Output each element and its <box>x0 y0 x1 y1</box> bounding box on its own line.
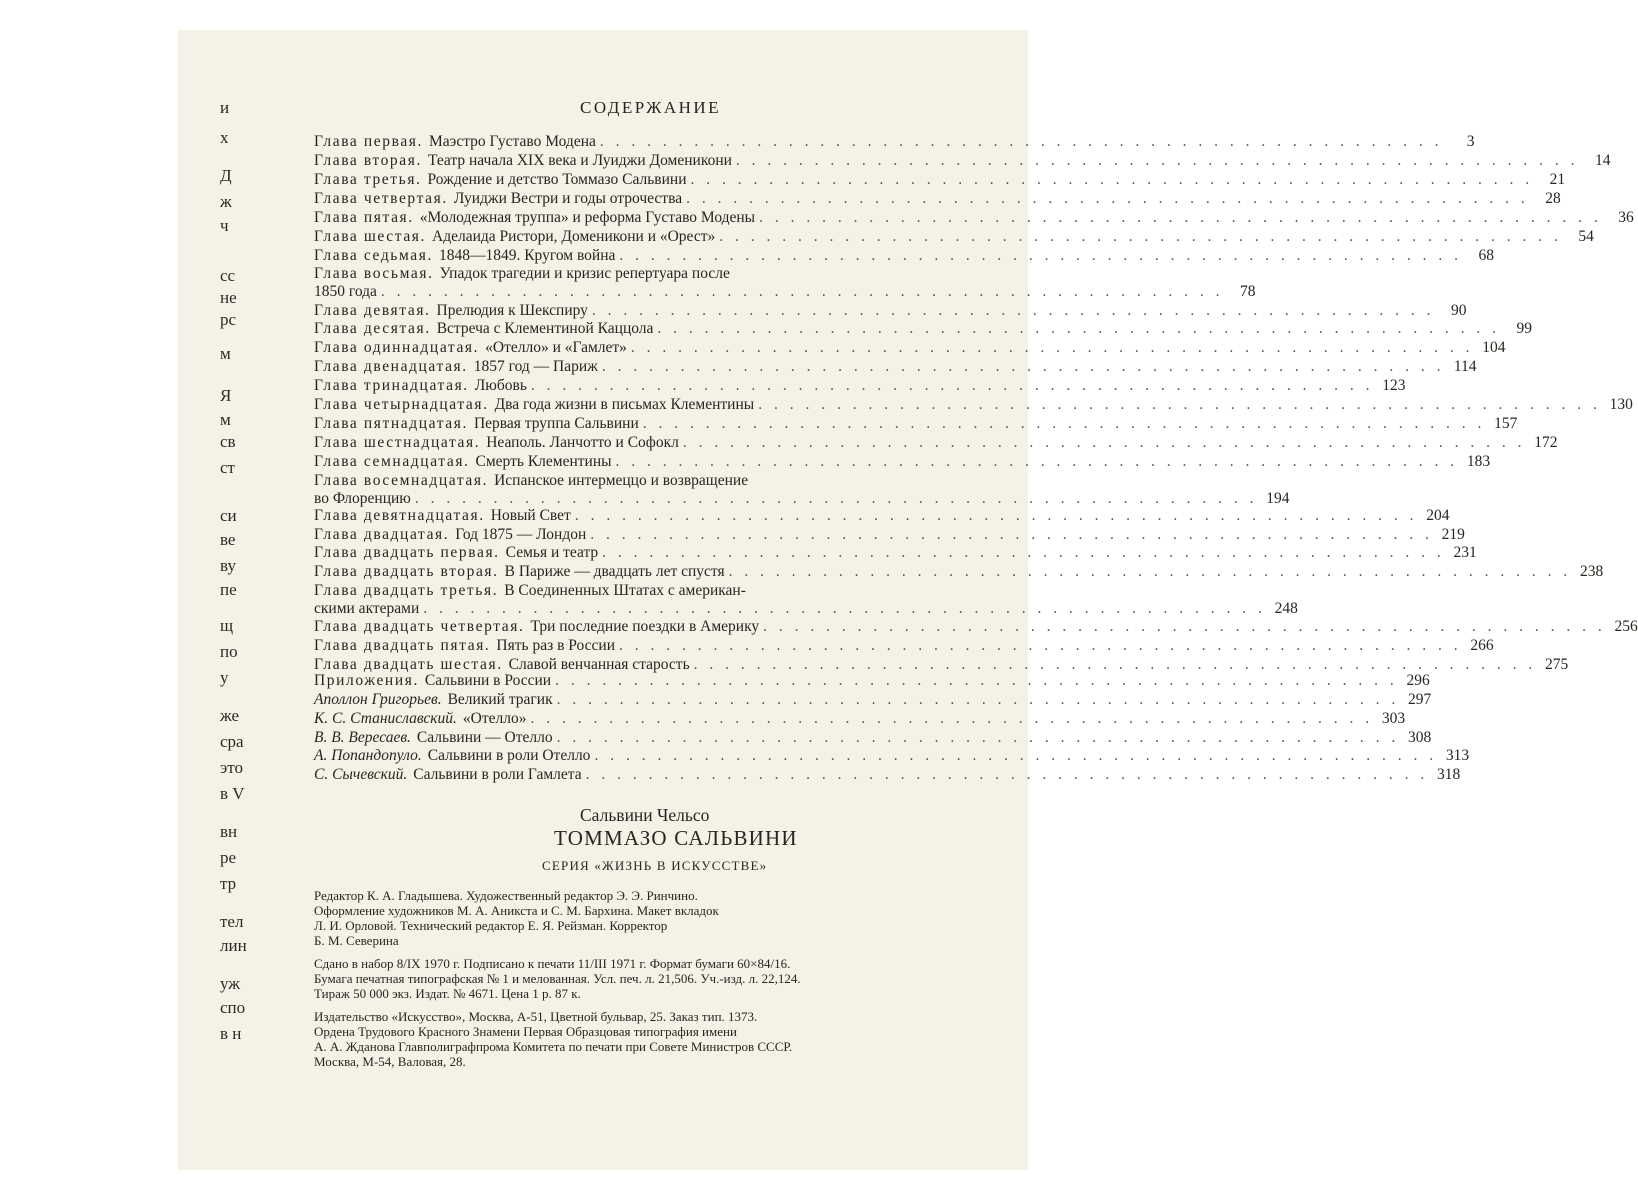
toc-entry <box>314 247 1495 265</box>
toc-entry <box>314 472 1290 510</box>
appendix-title: «Отелло» <box>462 710 527 727</box>
dot-leader: . . . . . . . . . . . . . . . . . . . . . . . . . . . . . . . . . . . . . . . . . . . . . . . . . . . . . . <box>759 209 1602 226</box>
chapter-label: Глава пятнадцатая. <box>314 415 468 432</box>
appendix-author: С. Сычевский. <box>314 766 408 783</box>
chapter-label: Глава двадцать шестая. <box>314 656 503 673</box>
chapter-label: Глава девятая. <box>314 302 431 319</box>
margin-text-fragment: ч <box>220 216 229 235</box>
page-number: 275 <box>1545 656 1569 673</box>
dot-leader: . . . . . . . . . . . . . . . . . . . . . . . . . . . . . . . . . . . . . . . . . . . . . . . . . . . . . . <box>735 152 1579 169</box>
toc-entry <box>314 415 1518 433</box>
chapter-title: Пять раз в России <box>496 637 616 654</box>
dot-leader: . . . . . . . . . . . . . . . . . . . . . . . . . . . . . . . . . . . . . . . . . . . . . . . . . . . . . . <box>682 434 1526 451</box>
toc-entry <box>314 434 1558 452</box>
chapter-label: Глава первая. <box>314 133 424 150</box>
chapter-title: Прелюдия к Шекспиру <box>436 302 588 319</box>
chapter-title: В Соединенных Штатах с американ- <box>504 582 746 599</box>
margin-text-fragment: пе <box>220 580 237 599</box>
chapter-title: Семья и театр <box>505 544 599 561</box>
chapter-label: Глава семнадцатая. <box>314 453 470 470</box>
chapter-title: Новый Свет <box>490 507 571 524</box>
page-number: 296 <box>1406 672 1430 689</box>
page-number: 318 <box>1436 766 1461 783</box>
dot-leader: . . . . . . . . . . . . . . . . . . . . . . . . . . . . . . . . . . . . . . . . . . . . . . . . . . . . . . <box>555 672 1398 689</box>
book-series: СЕРИЯ «ЖИЗНЬ В ИСКУССТВЕ» <box>542 858 768 873</box>
toc-entry <box>314 190 1561 208</box>
margin-text-fragment: щ <box>220 616 234 635</box>
margin-text-fragment: уж <box>220 974 241 993</box>
chapter-title: Два года жизни в письмах Клементины <box>494 396 755 413</box>
chapter-title: Любовь <box>474 377 527 394</box>
toc-entry <box>314 320 1533 338</box>
margin-text-fragment: ре <box>220 848 237 867</box>
appendix-title: Сальвини в России <box>424 672 552 689</box>
chapter-title: Маэстро Густаво Модена <box>429 133 596 150</box>
page-number: 313 <box>1445 747 1470 764</box>
toc-entry <box>314 618 1638 636</box>
page-number: 123 <box>1382 377 1406 394</box>
chapter-title: 1848—1849. Кругом война <box>438 247 616 264</box>
dot-leader: . . . . . . . . . . . . . . . . . . . . . . . . . . . . . . . . . . . . . . . . . . . . . . . . . . . . . . <box>594 747 1438 764</box>
publisher-line: Москва, М-54, Валовая, 28. <box>314 1054 466 1069</box>
margin-text-fragment: же <box>220 706 240 725</box>
page-number: 219 <box>1441 526 1465 543</box>
chapter-title-continued: 1850 года <box>314 283 377 300</box>
chapter-label: Глава тринадцатая. <box>314 377 469 394</box>
chapter-label: Глава двадцать вторая. <box>314 563 499 580</box>
page-number: 172 <box>1534 434 1558 451</box>
page-number: 194 <box>1266 490 1290 507</box>
publisher-line: А. А. Жданова Главполиграфпрома Комитета по печати при Совете Министров СССР. <box>314 1039 793 1054</box>
chapter-label: Глава восемнадцатая. <box>314 472 489 489</box>
toc-entry-line <box>314 265 1026 283</box>
chapter-label: Глава пятая. <box>314 209 414 226</box>
chapter-title: Смерть Клементины <box>475 453 612 470</box>
chapter-title: «Молодежная труппа» и реформа Густаво Модены <box>419 209 756 226</box>
chapter-title-continued: во Флоренцию <box>314 490 411 507</box>
dot-leader: . . . . . . . . . . . . . . . . . . . . . . . . . . . . . . . . . . . . . . . . . . . . . . . . . . . . . . <box>602 544 1445 561</box>
margin-text-fragment: ст <box>220 458 235 477</box>
page-number: 99 <box>1516 320 1533 337</box>
chapter-label: Глава десятая. <box>314 320 431 337</box>
dot-leader: . . . . . . . . . . . . . . . . . . . . . . . . . . . . . . . . . . . . . . . . . . . . . . . . . . . . . . <box>591 302 1435 319</box>
chapter-title: Три последние поездки в Америку <box>530 618 760 635</box>
toc-entry <box>314 637 1494 655</box>
editors-line: Оформление художников М. А. Аникста и С. М. Бархина. Макет вкладок <box>314 903 719 918</box>
appendix-author: В. В. Вересаев. <box>314 729 411 746</box>
dot-leader: . . . . . . . . . . . . . . . . . . . . . . . . . . . . . . . . . . . . . . . . . . . . . . . . . . . . . . <box>642 415 1486 432</box>
toc-entry <box>314 339 1506 357</box>
chapter-label: Глава седьмая. <box>314 247 433 264</box>
appendix-entry <box>314 710 1406 728</box>
margin-text-fragment: си <box>220 506 237 525</box>
margin-text-fragment: м <box>220 344 231 363</box>
toc-entry <box>314 358 1477 376</box>
toc-entry <box>314 377 1406 395</box>
chapter-title: Рождение и детство Томмазо Сальвини <box>427 171 687 188</box>
editors-line: Л. И. Орловой. Технический редактор Е. Я. Рейзман. Корректор <box>314 918 668 933</box>
toc-entry <box>314 582 1298 620</box>
dot-leader: . . . . . . . . . . . . . . . . . . . . . . . . . . . . . . . . . . . . . . . . . . . . . . . . . . . . . . <box>719 228 1562 245</box>
dot-leader: . . . . . . . . . . . . . . . . . . . . . . . . . . . . . . . . . . . . . . . . . . . . . . . . . . . . . . <box>556 729 1400 746</box>
appendix-title: Сальвини в роли Гамлета <box>413 766 582 783</box>
appendix-author: Аполлон Григорьев. <box>314 691 442 708</box>
chapter-label: Глава четвертая. <box>314 190 448 207</box>
page-number: 104 <box>1482 339 1506 356</box>
appendix-entry <box>314 747 1470 765</box>
dot-leader: . . . . . . . . . . . . . . . . . . . . . . . . . . . . . . . . . . . . . . . . . . . . . . . . . . . . . . <box>615 453 1459 470</box>
dot-leader: . . . . . . . . . . . . . . . . . . . . . . . . . . . . . . . . . . . . . . . . . . . . . . . . . . . . . . <box>590 526 1433 543</box>
chapter-label: Глава четырнадцатая. <box>314 396 489 413</box>
margin-text-fragment: сс <box>220 266 236 285</box>
imprint-block <box>314 888 1026 1069</box>
dot-leader: . . . . . . . . . . . . . . . . . . . . . . . . . . . . . . . . . . . . . . . . . . . . . . . . . . . . . . <box>556 691 1400 708</box>
page-number: 231 <box>1453 544 1477 561</box>
chapter-title: «Отелло» и «Гамлет» <box>485 339 627 356</box>
chapter-label: Глава девятнадцатая. <box>314 507 485 524</box>
page-number: 238 <box>1580 563 1604 580</box>
chapter-label: Глава шестнадцатая. <box>314 434 481 451</box>
toc-entry <box>314 526 1465 544</box>
chapter-title: Аделаида Ристори, Доменикони и «Орест» <box>432 228 716 245</box>
margin-text-fragment: Д <box>220 166 232 185</box>
dot-leader: . . . . . . . . . . . . . . . . . . . . . . . . . . . . . . . . . . . . . . . . . . . . . . . . . . . . . . <box>585 766 1429 783</box>
previous-page-margin <box>214 86 254 1086</box>
editors-line: Б. М. Северина <box>314 933 399 948</box>
dot-leader: . . . . . . . . . . . . . . . . . . . . . . . . . . . . . . . . . . . . . . . . . . . . . . . . . . . . . . <box>619 247 1463 264</box>
print-info-line: Бумага печатная типографская № 1 и мелованная. Усл. печ. л. 21,506. Уч.-изд. л. 22,124. <box>314 971 801 986</box>
page-number: 256 <box>1614 618 1638 635</box>
chapter-label: Глава двадцать первая. <box>314 544 500 561</box>
dot-leader: . . . . . . . . . . . . . . . . . . . . . . . . . . . . . . . . . . . . . . . . . . . . . . . . . . . . . . <box>630 339 1474 356</box>
chapter-label: Глава двадцать пятая. <box>314 637 491 654</box>
page-number: 266 <box>1470 637 1494 654</box>
appendix-title: Сальвини — Отелло <box>416 729 553 746</box>
page-number: 183 <box>1466 453 1491 470</box>
margin-text-fragment: Я <box>220 386 232 405</box>
appendix-title: Сальвини в роли Отелло <box>427 747 591 764</box>
margin-text-fragment: сра <box>220 732 244 751</box>
toc-entry <box>314 507 1450 525</box>
page-number: 157 <box>1494 415 1518 432</box>
margin-text-fragment: тел <box>220 912 244 931</box>
dot-leader: . . . . . . . . . . . . . . . . . . . . . . . . . . . . . . . . . . . . . . . . . . . . . . . . . . . . . . <box>686 190 1529 207</box>
toc-entry-line <box>314 283 1256 301</box>
margin-text-fragment: по <box>220 642 238 661</box>
toc-entry <box>314 228 1594 246</box>
toc-entry <box>314 563 1604 581</box>
toc-entry-line <box>314 490 1290 508</box>
dot-leader: . . . . . . . . . . . . . . . . . . . . . . . . . . . . . . . . . . . . . . . . . . . . . . . . . . . . . . <box>380 283 1224 300</box>
dot-leader: . . . . . . . . . . . . . . . . . . . . . . . . . . . . . . . . . . . . . . . . . . . . . . . . . . . . . . <box>693 656 1537 673</box>
chapter-label: Глава третья. <box>314 171 422 188</box>
toc-entry <box>314 396 1633 414</box>
appendix-author: К. С. Станиславский. <box>314 710 457 727</box>
margin-text-fragment: св <box>220 432 236 451</box>
page-number: 14 <box>1595 152 1611 169</box>
appendix-entry <box>314 729 1432 747</box>
chapter-title: Испанское интермеццо и возвращение <box>494 472 749 489</box>
toc-entry <box>314 302 1467 320</box>
dot-leader: . . . . . . . . . . . . . . . . . . . . . . . . . . . . . . . . . . . . . . . . . . . . . . . . . . . . . . <box>619 637 1462 654</box>
chapter-title: Встреча с Клементиной Каццола <box>436 320 654 337</box>
book-author: Сальвини Чельсо <box>580 805 710 825</box>
margin-text-fragment: спо <box>220 998 246 1017</box>
toc-entry <box>314 152 1611 170</box>
chapter-title: 1857 год — Париж <box>473 358 598 375</box>
chapter-title: Неаполь. Ланчотто и Софокл <box>486 434 679 451</box>
margin-text-fragment: ву <box>220 556 236 575</box>
margin-text-fragment: у <box>220 668 229 687</box>
margin-text-fragment: не <box>220 288 237 307</box>
margin-text-fragment: ве <box>220 530 236 549</box>
chapter-title: Год 1875 — Лондон <box>455 526 587 543</box>
chapter-label: Глава одиннадцатая. <box>314 339 480 356</box>
page-number: 297 <box>1407 691 1432 708</box>
margin-text-fragment: в н <box>220 1024 242 1043</box>
toc-entry-line <box>314 582 1026 600</box>
margin-text-fragment: и <box>220 98 230 117</box>
page-number: 130 <box>1609 396 1633 413</box>
publisher-line: Издательство «Искусство», Москва, А-51, Цветной бульвар, 25. Заказ тип. 1373. <box>314 1009 758 1024</box>
chapter-title: Театр начала XIX века и Луиджи Доменикони <box>427 152 732 169</box>
dot-leader: . . . . . . . . . . . . . . . . . . . . . . . . . . . . . . . . . . . . . . . . . . . . . . . . . . . . . . <box>574 507 1418 524</box>
page-number: 3 <box>1466 133 1475 150</box>
dot-leader: . . . . . . . . . . . . . . . . . . . . . . . . . . . . . . . . . . . . . . . . . . . . . . . . . . . . . . <box>601 358 1445 375</box>
chapter-title: Первая труппа Сальвини <box>473 415 639 432</box>
toc-entry <box>314 453 1491 471</box>
toc-entry-line <box>314 600 1298 618</box>
appendix-author: А. Попандопуло. <box>314 747 422 764</box>
toc-entry-line <box>314 472 1026 490</box>
margin-text-fragment: в V <box>220 784 245 803</box>
page-number: 90 <box>1451 302 1467 319</box>
dot-leader: . . . . . . . . . . . . . . . . . . . . . . . . . . . . . . . . . . . . . . . . . . . . . . . . . . . . . . <box>599 133 1443 150</box>
page-number: 36 <box>1618 209 1634 226</box>
page-number: 303 <box>1381 710 1406 727</box>
margin-text-fragment: х <box>220 128 229 147</box>
appendix-entry <box>314 691 1432 709</box>
page-number: 68 <box>1478 247 1495 264</box>
page-number: 308 <box>1407 729 1432 746</box>
print-info-line: Сдано в набор 8/IX 1970 г. Подписано к печати 11/III 1971 г. Формат бумаги 60×84/16. <box>314 956 791 971</box>
dot-leader: . . . . . . . . . . . . . . . . . . . . . . . . . . . . . . . . . . . . . . . . . . . . . . . . . . . . . . <box>414 490 1258 507</box>
chapter-label: Глава двадцатая. <box>314 526 450 543</box>
dot-leader: . . . . . . . . . . . . . . . . . . . . . . . . . . . . . . . . . . . . . . . . . . . . . . . . . . . . . . <box>423 600 1266 617</box>
print-info-line: Тираж 50 000 экз. Издат. № 4671. Цена 1 р. 87 к. <box>314 986 581 1001</box>
dot-leader: . . . . . . . . . . . . . . . . . . . . . . . . . . . . . . . . . . . . . . . . . . . . . . . . . . . . . . <box>530 377 1374 394</box>
editors-line: Редактор К. А. Гладышева. Художественный редактор Э. Э. Ринчино. <box>314 888 698 903</box>
margin-text-fragment: тр <box>220 874 237 893</box>
contents-heading: СОДЕРЖАНИЕ <box>580 98 722 117</box>
dot-leader: . . . . . . . . . . . . . . . . . . . . . . . . . . . . . . . . . . . . . . . . . . . . . . . . . . . . . . <box>728 563 1572 580</box>
chapter-title-continued: скими актерами <box>314 600 420 617</box>
spacer <box>314 948 1026 956</box>
chapter-title: Луиджи Вестри и годы отрочества <box>453 190 683 207</box>
page-number: 114 <box>1453 358 1477 375</box>
toc-entry <box>314 171 1566 189</box>
margin-text-fragment: лин <box>220 936 247 955</box>
toc-entry <box>314 209 1634 227</box>
dot-leader: . . . . . . . . . . . . . . . . . . . . . . . . . . . . . . . . . . . . . . . . . . . . . . . . . . . . . . <box>530 710 1374 727</box>
dot-leader: . . . . . . . . . . . . . . . . . . . . . . . . . . . . . . . . . . . . . . . . . . . . . . . . . . . . . . <box>657 320 1501 337</box>
appendix-title: Великий трагик <box>447 691 553 708</box>
toc-entry <box>314 265 1256 303</box>
appendix-label: Приложения. <box>314 672 419 689</box>
appendix-entry <box>314 672 1430 690</box>
chapter-label: Глава двадцать третья. <box>314 582 499 599</box>
chapter-title: Упадок трагедии и кризис репертуара после <box>439 265 730 282</box>
chapter-label: Глава двадцать четвертая. <box>314 618 525 635</box>
spacer <box>314 1001 1026 1009</box>
dot-leader: . . . . . . . . . . . . . . . . . . . . . . . . . . . . . . . . . . . . . . . . . . . . . . . . . . . . . . <box>763 618 1606 635</box>
book-title: ТОММАЗО САЛЬВИНИ <box>554 826 798 850</box>
margin-text-fragment: ж <box>220 192 232 211</box>
margin-text-fragment: вн <box>220 822 238 841</box>
toc-entry <box>314 133 1475 151</box>
chapter-label: Глава шестая. <box>314 228 427 245</box>
margin-text-fragment: это <box>220 758 244 777</box>
page-number: 21 <box>1549 171 1566 188</box>
chapter-label: Глава вторая. <box>314 152 422 169</box>
appendix-entry <box>314 766 1461 784</box>
page-number: 78 <box>1240 283 1256 300</box>
publisher-line: Ордена Трудового Красного Знамени Первая Образцовая типография имени <box>314 1024 737 1039</box>
page-number: 54 <box>1578 228 1594 245</box>
page-number: 204 <box>1426 507 1450 524</box>
margin-text-fragment: рс <box>220 310 237 329</box>
toc-entry <box>314 544 1477 562</box>
dot-leader: . . . . . . . . . . . . . . . . . . . . . . . . . . . . . . . . . . . . . . . . . . . . . . . . . . . . . . <box>758 396 1601 413</box>
chapter-title: Славой венчанная старость <box>508 656 690 673</box>
page-number: 248 <box>1274 600 1298 617</box>
chapter-title: В Париже — двадцать лет спустя <box>504 563 725 580</box>
margin-text-fragment: м <box>220 410 231 429</box>
dot-leader: . . . . . . . . . . . . . . . . . . . . . . . . . . . . . . . . . . . . . . . . . . . . . . . . . . . . . . <box>690 171 1534 188</box>
chapter-label: Глава двенадцатая. <box>314 358 468 375</box>
chapter-label: Глава восьмая. <box>314 265 434 282</box>
page-number: 28 <box>1545 190 1561 207</box>
